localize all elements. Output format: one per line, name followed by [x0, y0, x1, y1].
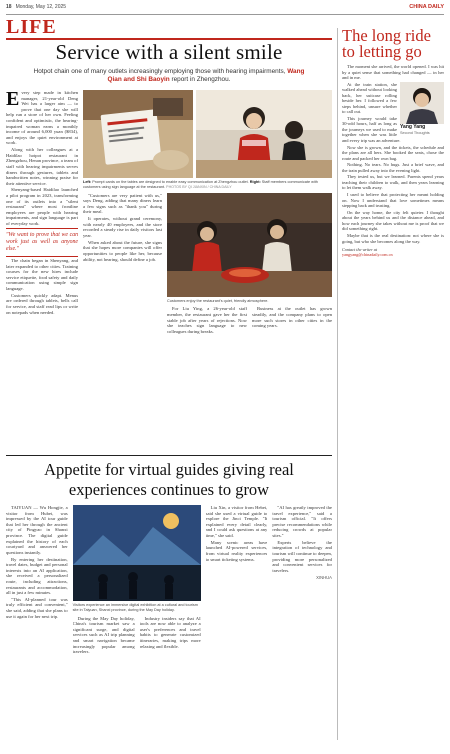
story1-paragraph: It operates, without grand ceremony, with nearly 40 employees, and the store recorded a steady rise in daily visitors last year. — [83, 216, 162, 238]
story1-photo-row — [83, 90, 332, 178]
story1-col-2 — [83, 193, 162, 448]
story1-deck — [26, 68, 312, 84]
story1-paragraph: "Customers are very patient with us," says Deng, adding that many diners learn a few signs such as "thank you" during their meal. — [83, 192, 162, 215]
author-portrait — [400, 82, 444, 124]
photo-credit: PHOTOS BY QI JIANXIN / CHINA DAILY — [166, 184, 232, 189]
story1-paragraph: Shenyang-based Haidilao launched a pilot program in 2023, transforming one of its outlets into a "silent restaurant" where most frontline employees are people with hearing impairments, and sign language is part of everyday work. — [6, 187, 78, 227]
column-paragraph: I used to believe that protecting her meant holding on. Now I understand that love sometimes means stepping back and trusting. — [342, 192, 444, 209]
caption-text-right: Staff members communicate with customers using sign language at the restaurant. — [83, 180, 318, 189]
column-paragraph: The moment she arrived, the world opened. I was hit by a quiet sense that something had changed — in her and in me. — [342, 64, 444, 80]
column-divider — [337, 28, 338, 740]
story2-headline: Appetite for virtual guides giving real experiences continues to grow — [44, 460, 294, 499]
story1-paragraph: When asked about the future, she signs that she hopes more companies will offer opportunities to people like her, because ability, not hearing, should define a job. — [83, 239, 162, 262]
author-name: Yang Yang — [400, 124, 426, 131]
story1-paragraph: The chain began in Shenyang, and later expanded to other cities. Training courses for the new hires include service etiquette, food safety and daily communication using simple sign language. — [6, 258, 78, 291]
story1-columns — [83, 193, 332, 448]
issue-date: Monday, May 12, 2025 — [15, 4, 67, 10]
story1-col-4 — [252, 306, 332, 444]
story2-col-4 — [206, 505, 268, 753]
story2-paragraph: Many scenic areas have launched AI-powered services, from virtual reality experiences to smart ticketing systems. — [205, 539, 268, 562]
story1-paragraph: Business at the outlet has grown steadily, and the company plans to open more such stores in other cities in the coming years. — [252, 306, 332, 329]
contact-email[interactable]: yangyang@chinadaily.com.cn — [342, 252, 393, 258]
column-paragraph: On the way home, the city felt quieter. I thought about the years behind us and the distance ahead, and how each journey she takes without me is proof that we did something right. — [342, 209, 444, 232]
story1-body-row — [6, 90, 332, 450]
column-paragraph: Maybe that is the real destination: not where she is going, but who she becomes along the way. — [342, 233, 444, 244]
story1-col-3-4 — [167, 193, 332, 448]
photo-prompt-card — [83, 90, 193, 178]
story2-paragraph: By entering her destination, travel dates, budget and personal interests into an AI application, she received a personalized route, including attractions, restaurants and accommodation, all in just a few minutes. — [6, 556, 68, 596]
story2-paragraph: "AI has greatly improved the travel experience," said a tourism official. "It offers precise recommendations while reducing crowds at popular sites." — [272, 505, 332, 538]
story2-photo-caption: Visitors experience an immersive digital exhibition at a cultural and tourism site in Taiyuan, Shanxi province, during the May Day holiday. — [72, 603, 198, 612]
story2-paragraph: Experts believe the integration of technology and tourism will continue to deepen, providing more personalized and convenient services for travelers. — [272, 539, 332, 573]
story2-col-5 — [272, 505, 332, 753]
story1-paragraph: very step made in kitchen manager, 21-year-old Deng Wei has a larger aim — to prove that one day she will help run a store of her own. Feeling confident and optimistic, the hearing-impaired woman earns a monthly income of around 6,000 yuan ($834), and enjoys the quiet environment at work. — [6, 90, 78, 146]
photo-staff — [196, 90, 332, 178]
story2-middle-columns — [73, 616, 201, 744]
column-paragraph: Now she is grown, and the tickets, the schedule and the plans are all hers. She booked the seats, chose the route and packed her own bag. — [342, 144, 444, 161]
story-separator — [6, 455, 332, 456]
story1-right-area — [83, 90, 332, 450]
column-paragraph: At the train station, she walked ahead without looking back, her suitcase rolling beside her. I followed a few steps behind, unsure whether to call out. — [342, 81, 397, 115]
photo-staff-image — [196, 90, 332, 178]
story2-paragraph: Liu Xin, a visitor from Hebei, said she used a virtual guide to explore the Jinci Temple. "It explained every detail clearly, and I could ask questions at any time," she said. — [205, 505, 268, 538]
story2-paragraph: "This AI-planned tour was truly efficient and convenient," she said, adding that she plans to use it again for her next trip. — [6, 596, 68, 619]
column-body — [342, 64, 444, 754]
story1-paragraph: Along with her colleagues at a Haidilao hotpot restaurant in Zhengzhou, Henan province, a team of staff with hearing impairments serves diners through gestures, tablets and handwritten notes, winning praise for their attentive service. — [6, 147, 78, 186]
deck-text: Hotpot chain one of many outlets increasingly employing those with hearing impairments, — [33, 68, 286, 75]
main-stories — [6, 40, 332, 753]
caption-text: Prompt cards on the tables are designed to enable easy communication at Zhengzhou outlet. — [92, 180, 249, 184]
photo-digital-exhibition-image — [73, 505, 201, 601]
story2-col-1 — [6, 505, 68, 753]
contact-note: Contact the writer at — [342, 247, 378, 252]
column-paragraph: Nothing. No tears. No hugs. Just a brief wave, and the train pulled away into the evening light. — [342, 162, 444, 173]
drop-cap: E — [6, 90, 20, 110]
photo-digital-exhibition — [73, 505, 201, 601]
photo-customers — [167, 193, 332, 297]
story2-paragraph: Industry insiders say that AI tools are now able to analyze a user's preferences and travel habits to generate customized itineraries, making trips more relaxing and flexible. — [139, 615, 201, 649]
section-title: LIFE — [6, 16, 57, 38]
deck-reporters: Wang Qian and Shi Baoyin — [107, 68, 305, 83]
story1-col-3 — [167, 306, 247, 444]
page-header — [6, 0, 444, 15]
photo-customers-image — [167, 193, 332, 297]
publication-name: CHINA DAILY — [409, 4, 444, 10]
story2-byline: XINHUA — [316, 575, 332, 581]
story1-lower-columns — [167, 306, 332, 444]
column-paragraph: This journey would take 30-odd hours, half as long as the journeys we used to make together when she was little and every trip was an adventure. — [342, 115, 401, 143]
deck-text-end: report in Zhengzhou. — [171, 76, 231, 83]
pull-quote: "We want to prove that we can work just as well as anyone else." — [6, 228, 78, 257]
photo-prompt-card-image — [83, 90, 193, 178]
opinion-column — [342, 28, 444, 754]
column-paragraph: They tested us, but we learned. Parents spend years teaching their children to walk, and then years learning to let them walk away. — [342, 174, 444, 191]
customers-caption: Customers enjoy the restaurant's quiet, friendly atmosphere. — [167, 298, 269, 303]
story1-col-1 — [6, 90, 78, 450]
column-headline: The long ride to letting go — [342, 26, 431, 61]
story1-photo-caption — [83, 180, 332, 190]
story2-paragraph: During the May Day holiday, China's tourism market saw a significant surge, and digital services such as AI trip planning and smart navigation became increasingly popular among travelers. — [72, 615, 135, 655]
page-number: 18 — [6, 4, 12, 10]
caption-label-right: Right: — [249, 180, 261, 184]
story1-headline: Service with a silent smile — [55, 40, 283, 64]
story2-col-2 — [73, 616, 135, 744]
author-photo — [400, 82, 444, 136]
story1-paragraph: Customers quickly adapt. Menus are ordered through tablets, bells call for service, and staff read lips or write on notepads when needed. — [6, 292, 78, 315]
caption-label: Left: — [83, 180, 92, 184]
story2-middle — [73, 505, 201, 753]
story2-body — [6, 505, 332, 753]
story2-paragraph: TAIYUAN — Wu Hongjie, a visitor from Hubei, was impressed by the AI tour guide that led her through the ancient city of Pingyao in Shanxi province. The digital guide explained the history of each courtyard and answered her questions instantly. — [6, 505, 68, 555]
story2-col-3 — [140, 616, 201, 744]
story1-paragraph: For Liu Ying, a 26-year-old staff member, the restaurant gave her the first stable job after years of rejections. Now she teaches sign language to new colleagues during breaks. — [167, 306, 247, 334]
author-role: Second Thoughts — [400, 130, 430, 135]
